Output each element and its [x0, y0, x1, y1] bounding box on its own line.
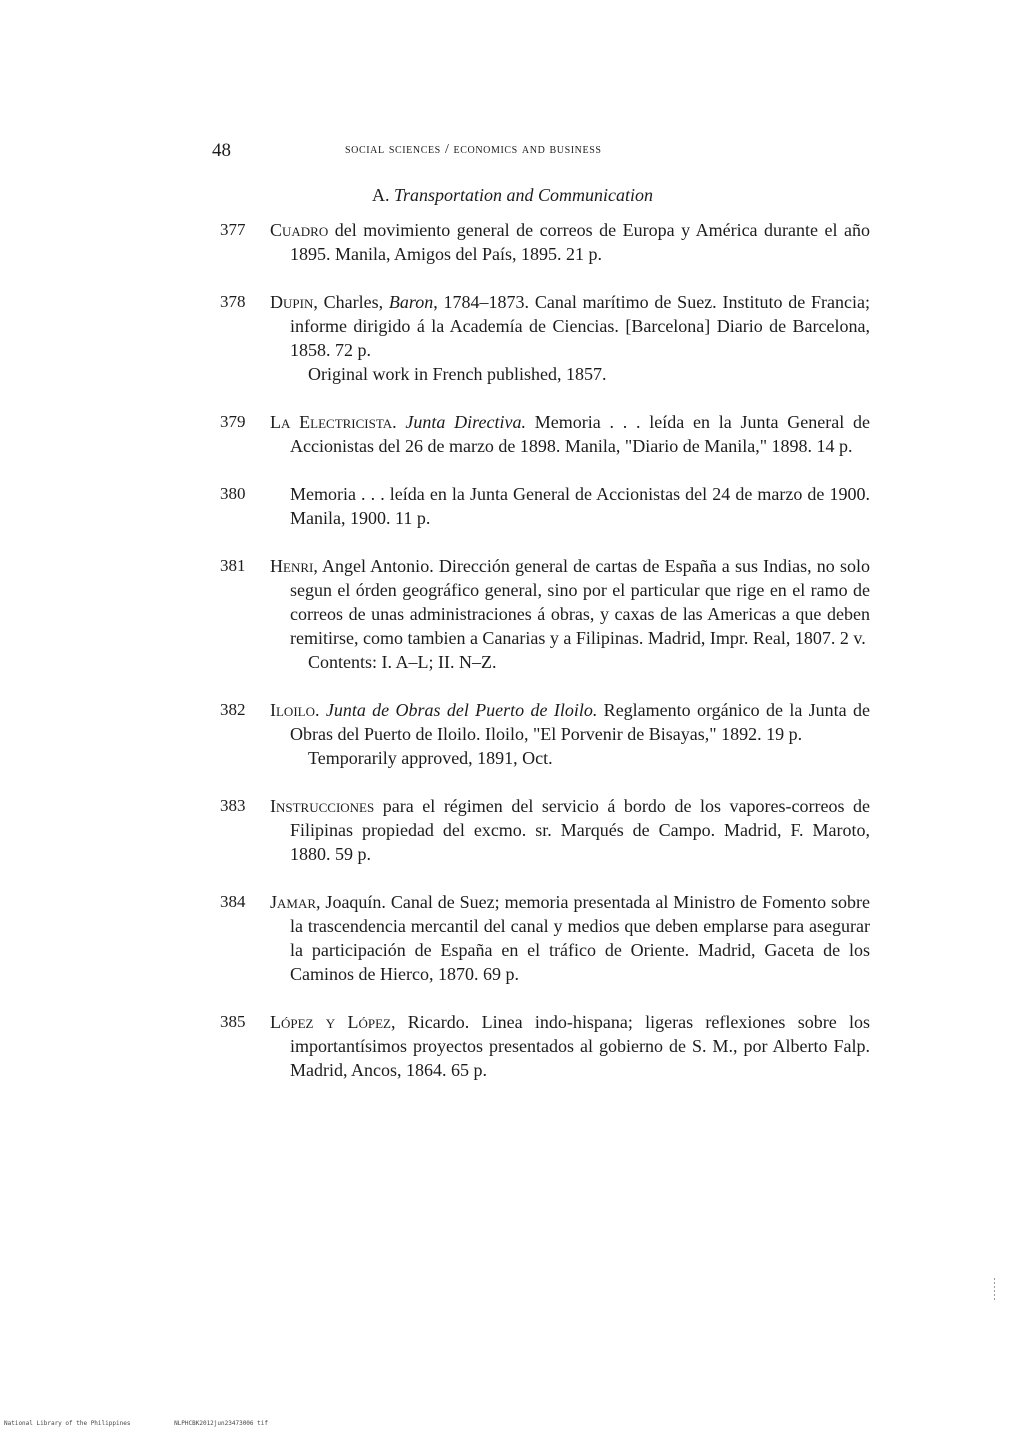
entry-text [270, 890, 870, 986]
entry-text [270, 410, 870, 458]
section-title: Transportation and Communication [394, 185, 654, 205]
entry-author-detail: . [314, 700, 326, 720]
entry-author-detail: . [392, 412, 406, 432]
entry-author: Jamar [270, 892, 317, 912]
entry-379 [220, 410, 870, 458]
entry-author: Cuadro [270, 220, 329, 240]
entry-number: 377 [220, 220, 246, 239]
section-heading [372, 185, 653, 206]
entry-number: 382 [220, 700, 246, 719]
entry-note: Original work in French published, 1857. [308, 364, 607, 384]
entry-citation: Reglamento orgánico de la Junta de Obras del Puerto de Iloilo. Iloilo, "El Porvenir de Bisayas," 1892. 19 p. [290, 700, 870, 744]
entry-citation: , 1784–1873. Canal marítimo de Suez. Instituto de Francia; informe dirigido á la Academía de Ciencias. [Barcelona] Diario de Barcelona, 1858. 72 p. [290, 292, 871, 360]
entry-title-italic: Junta de Obras del Puerto de Iloilo. [325, 700, 598, 720]
entry-number: 384 [220, 892, 246, 911]
entry-384 [220, 890, 870, 986]
scan-artifact [994, 1278, 995, 1300]
entry-author-detail: , Charles, [313, 292, 389, 312]
entry-citation: del movimiento general de correos de Europa y América durante el año 1895. Manila, Amigos del País, 1895. 21 p. [290, 220, 870, 264]
entry-377 [220, 218, 870, 266]
entry-number: 380 [220, 484, 246, 503]
entry-author: Instrucciones [270, 796, 375, 816]
entry-title-italic: Junta Directiva. [405, 412, 526, 432]
entry-378 [220, 290, 870, 386]
entry-citation: , Angel Antonio. Dirección general de cartas de España a sus Indias, no solo segun el órden geográfico general, sino por el particular que rige en el ramo de correos de unas administraciones á obras, y caxas de las Americas a que deben remitirse, como tambien a Canarias y a Filipinas. Madrid, Impr. Real, 1807. 2 v. [290, 556, 870, 648]
footer-library: National Library of the Philippines [4, 1420, 131, 1427]
entry-382 [220, 698, 870, 770]
entry-380 [220, 482, 870, 530]
entry-citation: Memoria . . . leída en la Junta General de Accionistas del 26 de marzo de 1898. Manila, "Diario de Manila," 1898. 14 p. [290, 412, 871, 456]
page-number: 48 [212, 140, 231, 161]
entry-author: La Electricista [270, 412, 393, 432]
entry-text [270, 290, 870, 362]
entry-number: 383 [220, 796, 246, 815]
entry-author: Henri [270, 556, 314, 576]
entry-text [270, 554, 870, 650]
entry-number: 381 [220, 556, 246, 575]
entry-number: 385 [220, 1012, 246, 1031]
entry-text [270, 1010, 870, 1082]
entry-383 [220, 794, 870, 866]
entry-number: 378 [220, 292, 246, 311]
bibliography-list [220, 218, 870, 1106]
entry-381 [220, 554, 870, 674]
running-head: social sciences / economics and business [345, 142, 602, 157]
entry-note: Contents: I. A–L; II. N–Z. [308, 652, 497, 672]
entry-text: Memoria . . . leída en la Junta General de Accionistas del 24 de marzo de 1900. Manila, 1900. 11 p. [290, 484, 870, 528]
entry-citation: para el régimen del servicio á bordo de los vapores-correos de Filipinas propiedad del excmo. sr. Marqués de Campo. Madrid, F. Maroto, 1880. 59 p. [290, 796, 870, 864]
entry-text [270, 794, 870, 866]
scan-footer [4, 1420, 268, 1427]
entry-title-italic: Baron [388, 292, 434, 312]
entry-citation: , Ricardo. Linea indo-hispana; ligeras reflexiones sobre los importantísimos proyectos presentados al gobierno de S. M., por Alberto Falp. Madrid, Ancos, 1864. 65 p. [290, 1012, 870, 1080]
entry-note: Temporarily approved, 1891, Oct. [308, 748, 553, 768]
footer-file-code: NLPHCBK2012jun23473006 tif [174, 1420, 268, 1427]
entry-author: Dupin [270, 292, 314, 312]
entry-text [270, 218, 870, 266]
section-label: A. [372, 185, 390, 205]
entry-text [270, 698, 870, 746]
entry-385 [220, 1010, 870, 1082]
entry-number: 379 [220, 412, 246, 431]
entry-citation: , Joaquín. Canal de Suez; memoria presentada al Ministro de Fomento sobre la trascendencia mercantil del canal y medios que deben emplarse para asegurar la participación de España en el tráfico de Oriente. Madrid, Gaceta de los Caminos de Hierco, 1870. 69 p. [290, 892, 870, 984]
entry-author: López y López [270, 1012, 391, 1032]
entry-author: Iloilo [270, 700, 315, 720]
